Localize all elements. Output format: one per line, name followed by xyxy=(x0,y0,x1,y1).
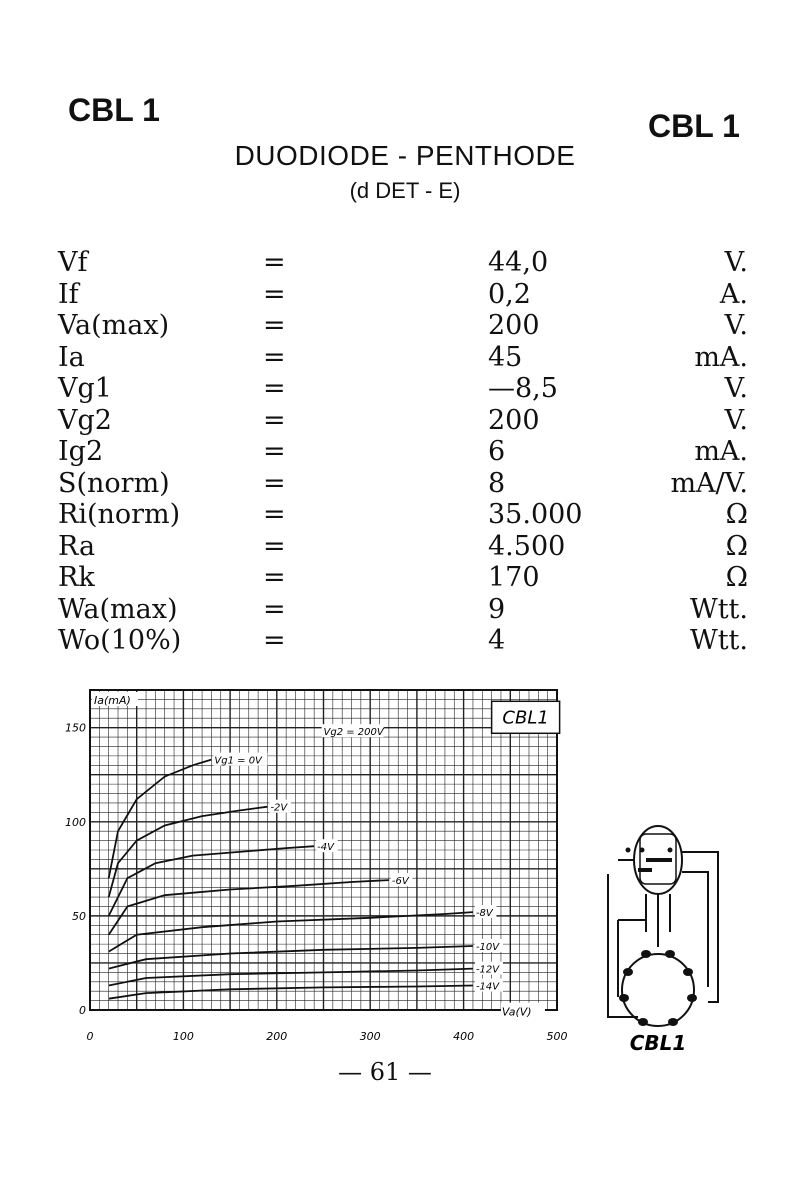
chart-title: CBL1 xyxy=(502,707,549,729)
spec-value: 9 xyxy=(488,593,506,625)
spec-unit: V. xyxy=(724,247,748,278)
series-line xyxy=(109,969,473,986)
spec-equals: = xyxy=(263,562,286,593)
spec-value: 0,2 xyxy=(488,278,531,310)
spec-unit: A. xyxy=(719,278,748,310)
series-label: -2V xyxy=(270,802,288,814)
series-label: -10V xyxy=(475,942,500,953)
spec-equals: = xyxy=(263,625,286,656)
spec-equals: = xyxy=(263,247,286,278)
spec-equals: = xyxy=(263,341,286,373)
x-axis-label: Va(V) xyxy=(501,1005,532,1019)
spec-value: —8,5 xyxy=(488,373,558,404)
y-tick-label: 150 xyxy=(65,721,86,735)
x-tick-label: 0 xyxy=(86,1030,94,1043)
tube-base-icon xyxy=(622,954,694,1026)
tube-name-left: CBL 1 xyxy=(68,92,160,128)
spec-equals: = xyxy=(263,436,286,467)
x-tick-label: 300 xyxy=(359,1030,381,1043)
spec-unit: mA. xyxy=(694,341,748,373)
series-label: -6V xyxy=(391,876,409,888)
spec-value: 8 xyxy=(488,467,506,499)
spec-unit: Ω xyxy=(725,562,748,593)
spec-equals: = xyxy=(263,593,286,625)
spec-equals: = xyxy=(263,404,286,436)
series-line xyxy=(109,946,473,969)
spec-row xyxy=(58,342,748,374)
spec-symbol: Rk xyxy=(58,562,95,593)
spec-unit: V. xyxy=(724,310,748,341)
spec-unit: V. xyxy=(724,373,748,404)
spec-symbol: Ia xyxy=(58,341,85,373)
series-label: -14V xyxy=(475,981,500,993)
series-label: -12V xyxy=(475,964,500,976)
series-label: -8V xyxy=(475,908,493,920)
spec-value: 44,0 xyxy=(488,247,549,278)
x-tick-label: 100 xyxy=(172,1030,194,1043)
spec-row xyxy=(58,594,748,626)
series-line xyxy=(109,986,473,999)
page-subtitle: (d DET - E) xyxy=(349,178,461,203)
spec-row xyxy=(58,499,748,531)
spec-symbol: Vg1 xyxy=(58,373,112,404)
y-tick-label: 50 xyxy=(72,909,86,923)
spec-symbol: Ig2 xyxy=(58,436,104,467)
x-tick-label: 400 xyxy=(453,1030,475,1043)
spec-unit: mA. xyxy=(694,436,748,467)
spec-value: 45 xyxy=(488,341,523,373)
spec-equals: = xyxy=(263,467,286,499)
series-label: -4V xyxy=(317,842,334,854)
page-number: — 61 — xyxy=(338,1058,432,1086)
spec-unit: Ω xyxy=(725,499,748,530)
spec-row xyxy=(58,436,748,468)
spec-symbol: Vg2 xyxy=(58,404,112,436)
spec-row xyxy=(58,562,748,594)
spec-value: 4.500 xyxy=(488,530,566,562)
spec-equals: = xyxy=(263,278,286,310)
base-leads xyxy=(646,894,670,947)
spec-symbol: Va(max) xyxy=(58,310,170,341)
y-tick-label: 0 xyxy=(79,1004,86,1017)
spec-symbol: S(norm) xyxy=(58,467,170,499)
spec-value: 35.000 xyxy=(488,499,583,530)
spec-row xyxy=(58,531,748,563)
spec-equals: = xyxy=(263,373,286,404)
spec-value: 170 xyxy=(488,562,540,593)
spec-symbol: Ra xyxy=(58,530,96,562)
spec-unit: mA/V. xyxy=(670,467,748,499)
spec-unit: Wtt. xyxy=(689,625,748,656)
spec-unit: V. xyxy=(724,404,748,436)
series-line xyxy=(109,760,212,879)
spec-symbol: Wo(10%) xyxy=(58,625,182,656)
y-tick-label: 100 xyxy=(65,815,86,829)
y-axis-label: Ia(mA) xyxy=(94,694,131,707)
spec-row xyxy=(58,310,748,342)
spec-equals: = xyxy=(263,530,286,562)
pinout-diagram xyxy=(598,812,733,1062)
spec-row xyxy=(58,373,748,405)
spec-equals: = xyxy=(263,499,286,530)
spec-value: 200 xyxy=(488,310,540,341)
spec-symbol: Ri(norm) xyxy=(58,499,181,530)
spec-unit: Wtt. xyxy=(689,593,748,625)
spec-row xyxy=(58,279,748,311)
spec-row xyxy=(58,468,748,500)
characteristic-chart xyxy=(60,680,580,1050)
x-tick-label: 500 xyxy=(546,1030,568,1043)
spec-value: 6 xyxy=(488,436,506,467)
series-label: Vg1 = 0V xyxy=(214,755,262,767)
chart-annotation: Vg2 = 200V xyxy=(323,727,384,739)
spec-table xyxy=(58,247,748,657)
spec-value: 200 xyxy=(488,404,540,436)
spec-unit: Ω xyxy=(725,530,748,562)
page-title: DUODIODE - PENTHODE xyxy=(234,140,576,171)
pinout-caption: CBL1 xyxy=(629,1031,687,1055)
spec-row xyxy=(58,247,748,279)
spec-row xyxy=(58,625,748,657)
tube-name-right: CBL 1 xyxy=(648,108,740,144)
spec-value: 4 xyxy=(488,625,506,656)
spec-row xyxy=(58,405,748,437)
spec-symbol: If xyxy=(58,278,79,310)
spec-equals: = xyxy=(263,310,286,341)
spec-symbol: Vf xyxy=(58,247,88,278)
spec-symbol: Wa(max) xyxy=(58,593,178,625)
x-tick-label: 200 xyxy=(266,1030,288,1043)
series-line xyxy=(109,912,473,952)
anode-lead xyxy=(682,852,718,1002)
